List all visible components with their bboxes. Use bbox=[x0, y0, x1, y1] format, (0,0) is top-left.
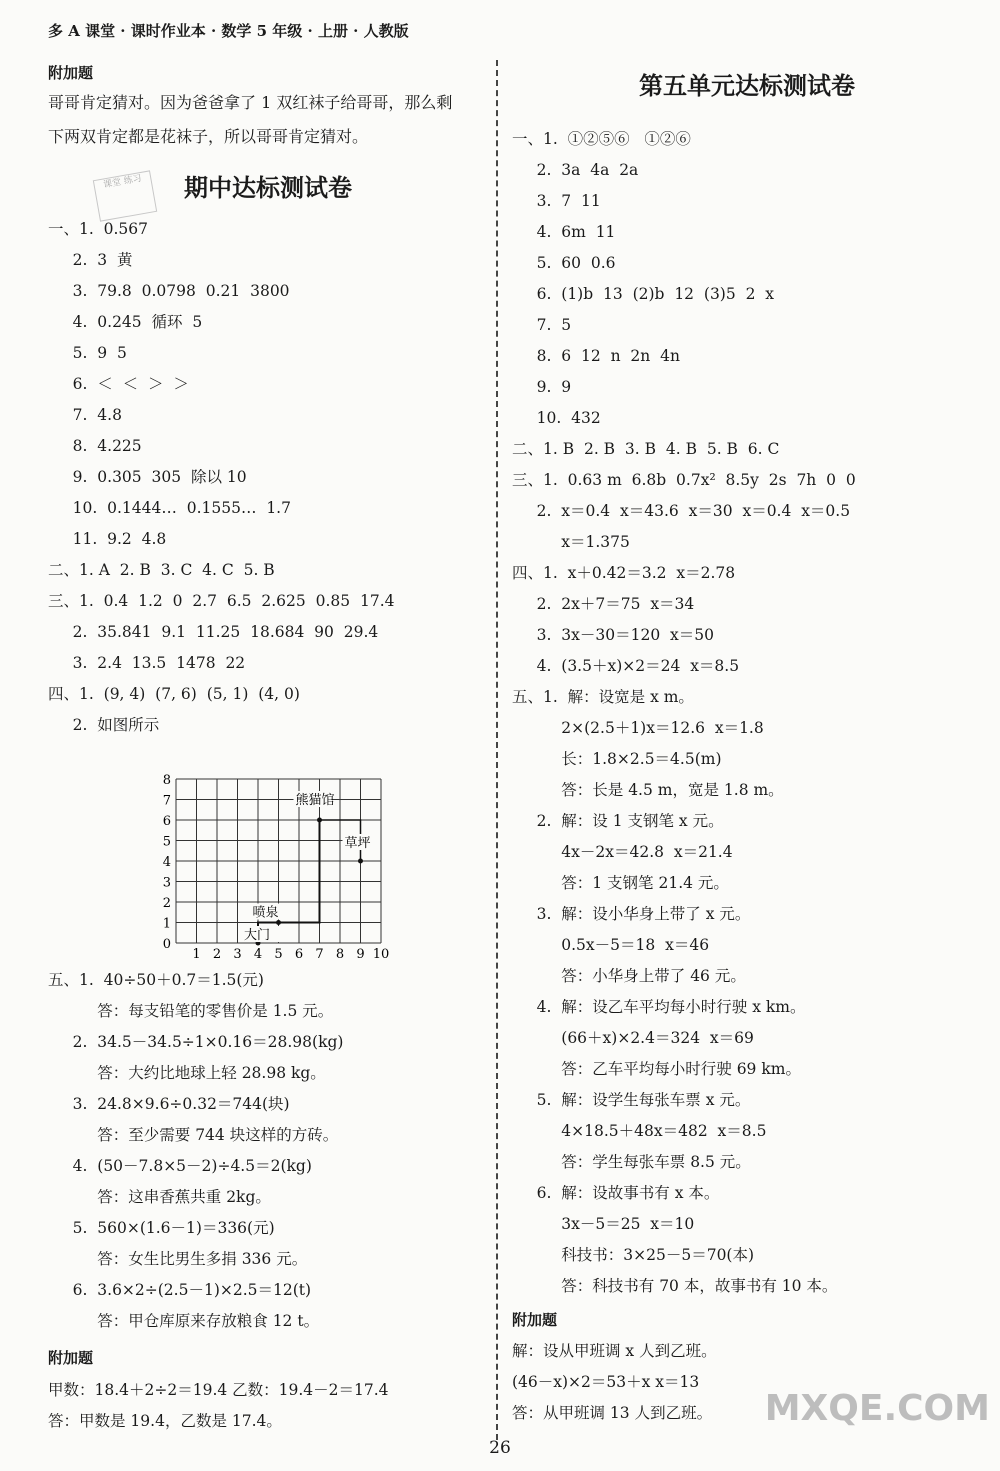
unit5-line: 答：1 支钢笔 21.4 元。 bbox=[512, 874, 729, 892]
bonus-line-1: 哥哥肯定猜对。因为爸爸拿了 1 双红袜子给哥哥，那么剩 bbox=[48, 93, 453, 112]
midterm-line: 2. 3 黄 bbox=[48, 251, 133, 269]
right-column bbox=[512, 64, 982, 1429]
unit5-line: 答：科技书有 70 本，故事书有 10 本。 bbox=[512, 1277, 838, 1295]
word-problem-answers bbox=[48, 965, 488, 1337]
y-tick-label: 3 bbox=[162, 875, 171, 891]
column-divider bbox=[496, 60, 498, 1440]
bonus-bottom-line-2: 答：甲数是 19.4，乙数是 17.4。 bbox=[48, 1412, 282, 1430]
unit5-line: 9. 9 bbox=[512, 378, 572, 396]
x-tick-label: 3 bbox=[233, 947, 242, 962]
bonus-right-line-2: (46－x)×2＝53＋x x＝13 bbox=[512, 1373, 700, 1391]
word-problem-line: 3. 24.8×9.6÷0.32＝744(块) bbox=[48, 1095, 290, 1113]
unit5-line: 三、1. 0.63 m 6.8b 0.7x² 8.5y 2s 7h 0 0 bbox=[512, 471, 856, 489]
midterm-line: 10. 0.1444… 0.1555… 1.7 bbox=[48, 499, 291, 517]
x-tick-label: 1 bbox=[192, 947, 201, 962]
unit5-line: 6. 解：设故事书有 x 本。 bbox=[512, 1184, 720, 1202]
unit5-line: 长：1.8×2.5＝4.5(m) bbox=[512, 750, 722, 768]
y-tick-label: 1 bbox=[162, 916, 171, 932]
unit5-line: 5. 60 0.6 bbox=[512, 254, 616, 272]
unit5-line: 答：长是 4.5 m，宽是 1.8 m。 bbox=[512, 781, 784, 799]
midterm-answers bbox=[48, 214, 488, 741]
word-problem-line: 答：甲仓库原来存放粮食 12 t。 bbox=[48, 1312, 320, 1330]
x-tick-label: 7 bbox=[315, 947, 324, 962]
midterm-line: 2. 35.841 9.1 11.25 18.684 90 29.4 bbox=[48, 623, 379, 641]
lawn-point bbox=[358, 859, 363, 864]
bonus-title-right: 附加题 bbox=[512, 1311, 558, 1329]
unit5-line: 五、1. 解：设宽是 x m。 bbox=[512, 688, 694, 706]
word-problem-line: 5. 560×(1.6－1)＝336(元) bbox=[48, 1219, 275, 1237]
unit5-line: 4x－2x＝42.8 x＝21.4 bbox=[512, 843, 733, 861]
midterm-line: 三、1. 0.4 1.2 0 2.7 6.5 2.625 0.85 17.4 bbox=[48, 592, 395, 610]
midterm-line: 2. 如图所示 bbox=[48, 716, 160, 734]
y-tick-label: 4 bbox=[162, 855, 171, 870]
unit5-line: 2×(2.5＋1)x＝12.6 x＝1.8 bbox=[512, 719, 764, 737]
unit5-title: 第五单元达标测试卷 bbox=[639, 72, 855, 100]
unit5-line: 2. 3a 4a 2a bbox=[512, 161, 639, 179]
site-watermark: MXQE.COM bbox=[764, 1388, 990, 1429]
word-problem-line: 4. (50－7.8×5－2)÷4.5＝2(kg) bbox=[48, 1157, 312, 1175]
bonus-right-line-3: 答：从甲班调 13 人到乙班。 bbox=[512, 1404, 713, 1422]
unit5-line: 4. (3.5＋x)×2＝24 x＝8.5 bbox=[512, 657, 740, 675]
unit5-line: 4. 6m 11 bbox=[512, 223, 616, 241]
x-tick-label: 4 bbox=[253, 947, 263, 962]
panda-point bbox=[317, 818, 322, 823]
midterm-line: 4. 0.245 循环 5 bbox=[48, 313, 203, 331]
y-tick-label: 7 bbox=[162, 793, 171, 809]
running-header: 多 A 课堂 · 课时作业本 · 数学 5 年级 · 上册 · 人教版 bbox=[48, 22, 409, 40]
unit5-line: 0.5x－5＝18 x＝46 bbox=[512, 936, 710, 954]
word-problem-line: 答：女生比男生多捐 336 元。 bbox=[48, 1250, 308, 1268]
midterm-line: 9. 0.305 305 除以 10 bbox=[48, 468, 247, 486]
midterm-line: 7. 4.8 bbox=[48, 406, 122, 424]
unit5-line: 答：小华身上带了 46 元。 bbox=[512, 967, 746, 985]
word-problem-line: 2. 34.5－34.5÷1×0.16＝28.98(kg) bbox=[48, 1033, 344, 1051]
midterm-line: 四、1. (9, 4) (7, 6) (5, 1) (4, 0) bbox=[48, 685, 300, 703]
word-problem-line: 答：至少需要 744 块这样的方砖。 bbox=[48, 1126, 339, 1144]
unit5-line: 7. 5 bbox=[512, 316, 572, 334]
bonus-line-2: 下两双肯定都是花袜子，所以哥哥肯定猜对。 bbox=[48, 127, 369, 146]
left-column-lower bbox=[48, 965, 488, 1437]
x-tick-label: 8 bbox=[335, 947, 345, 962]
unit5-line: 3x－5＝25 x＝10 bbox=[512, 1215, 695, 1233]
unit5-line: 3. 3x－30＝120 x＝50 bbox=[512, 626, 715, 644]
y-tick-label: 2 bbox=[162, 896, 171, 911]
unit5-answers bbox=[512, 124, 982, 1302]
left-column bbox=[48, 58, 488, 741]
unit5-line: x＝1.375 bbox=[512, 533, 630, 551]
unit5-line: 2. x＝0.4 x＝43.6 x＝30 x＝0.4 x＝0.5 bbox=[512, 502, 851, 520]
page-number: 26 bbox=[489, 1438, 511, 1458]
x-tick-label: 6 bbox=[294, 947, 304, 962]
unit5-line: (66＋x)×2.4＝324 x＝69 bbox=[512, 1029, 754, 1047]
unit5-line: 4×18.5＋48x＝482 x＝8.5 bbox=[512, 1122, 767, 1140]
midterm-title: 期中达标测试卷 bbox=[184, 174, 352, 202]
midterm-line: 11. 9.2 4.8 bbox=[48, 530, 167, 548]
word-problem-line: 答：大约比地球上轻 28.98 kg。 bbox=[48, 1064, 326, 1082]
y-tick-label: 5 bbox=[162, 834, 171, 850]
unit5-line: 一、1. ①②⑤⑥ ①②⑥ bbox=[512, 130, 691, 148]
unit5-line: 5. 解：设学生每张车票 x 元。 bbox=[512, 1091, 751, 1109]
unit5-line: 6. (1)b 13 (2)b 12 (3)5 2 x bbox=[512, 285, 775, 303]
midterm-line: 8. 4.225 bbox=[48, 437, 142, 455]
midterm-line: 3. 2.4 13.5 1478 22 bbox=[48, 654, 246, 672]
unit5-line: 3. 解：设小华身上带了 x 元。 bbox=[512, 905, 751, 923]
unit5-line: 10. 432 bbox=[512, 409, 601, 427]
unit5-line: 3. 7 11 bbox=[512, 192, 601, 210]
unit5-line: 二、1. B 2. B 3. B 4. B 5. B 6. C bbox=[512, 440, 780, 458]
x-tick-label: 2 bbox=[212, 947, 222, 962]
unit5-line: 8. 6 12 n 2n 4n bbox=[512, 347, 680, 365]
gate-label: 大门 bbox=[244, 928, 271, 943]
x-tick-label: 10 bbox=[372, 947, 390, 962]
panda-label: 熊猫馆 bbox=[295, 793, 335, 808]
midterm-line: 6. ＜ ＜ ＞ ＞ bbox=[48, 375, 189, 393]
word-problem-line: 答：这串香蕉共重 2kg。 bbox=[48, 1188, 271, 1206]
unit5-line: 2. 解：设 1 支钢笔 x 元。 bbox=[512, 812, 724, 830]
fountain-label: 喷泉 bbox=[252, 905, 279, 921]
unit5-line: 2. 2x＋7＝75 x＝34 bbox=[512, 595, 695, 613]
midterm-line: 3. 79.8 0.0798 0.21 3800 bbox=[48, 282, 290, 300]
word-problem-line: 6. 3.6×2÷(2.5－1)×2.5＝12(t) bbox=[48, 1281, 312, 1299]
x-tick-label: 5 bbox=[274, 947, 283, 962]
unit5-line: 答：乙车平均每小时行驶 69 km。 bbox=[512, 1060, 801, 1078]
midterm-line: 二、1. A 2. B 3. C 4. C 5. B bbox=[48, 561, 275, 579]
fountain-point bbox=[276, 920, 281, 925]
midterm-line: 5. 9 5 bbox=[48, 344, 127, 362]
y-tick-label: 0 bbox=[162, 937, 171, 952]
midterm-line: 一、1. 0.567 bbox=[48, 220, 149, 238]
word-problem-line: 五、1. 40÷50＋0.7＝1.5(元) bbox=[48, 971, 264, 989]
unit5-line: 4. 解：设乙车平均每小时行驶 x km。 bbox=[512, 998, 806, 1016]
bonus-title-top: 附加题 bbox=[48, 64, 94, 82]
word-problem-line: 答：每支铅笔的零售价是 1.5 元。 bbox=[48, 1002, 334, 1020]
unit5-line: 四、1. x＋0.42＝3.2 x＝2.78 bbox=[512, 564, 736, 582]
y-tick-label: 8 bbox=[162, 773, 171, 788]
lawn-label: 草坪 bbox=[344, 836, 371, 851]
bonus-right-line-1: 解：设从甲班调 x 人到乙班。 bbox=[512, 1342, 717, 1360]
unit5-line: 答：学生每张车票 8.5 元。 bbox=[512, 1153, 751, 1171]
unit5-line: 科技书：3×25－5＝70(本) bbox=[512, 1246, 755, 1264]
coordinate-grid bbox=[100, 755, 430, 965]
bonus-title-bottom: 附加题 bbox=[48, 1349, 94, 1367]
y-tick-label: 6 bbox=[162, 814, 171, 829]
x-tick-label: 9 bbox=[356, 947, 365, 962]
bonus-bottom-line-1: 甲数：18.4＋2÷2＝19.4 乙数：19.4－2＝17.4 bbox=[48, 1381, 389, 1399]
faint-stamp: 课堂 练习 bbox=[93, 170, 157, 221]
